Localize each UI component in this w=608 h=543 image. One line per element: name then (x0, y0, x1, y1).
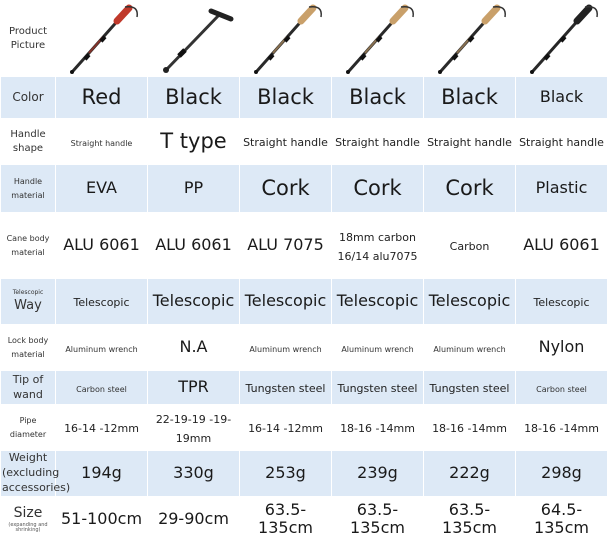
handle-shape-value: Straight handle (70, 139, 133, 149)
handle-shape-cell-2 (148, 119, 240, 165)
handle-shape-value: Straight handle (243, 136, 328, 150)
color-label-text: Color (12, 90, 44, 105)
lock-material-value: N.A (179, 337, 208, 357)
way-label-main: Way (14, 297, 42, 313)
lock-material-value: Aluminum wrench (433, 345, 506, 355)
color-cell-1 (56, 77, 148, 119)
handle-material-cell-6 (516, 165, 608, 213)
weight-cell-5 (424, 451, 516, 497)
body-material-value: ALU 7075 (247, 235, 324, 255)
handle-material-cell-5 (424, 165, 516, 213)
size-row (1, 496, 608, 542)
lock-material-value: Aluminum wrench (341, 345, 414, 355)
t-handle-cane-image (151, 3, 237, 75)
diameter-row (1, 405, 608, 451)
way-value: Telescopic (336, 291, 419, 311)
color-cell-2 (148, 77, 240, 119)
color-value: Black (441, 85, 498, 110)
color-value: Black (349, 85, 406, 110)
plastic-handle-pole-image (519, 3, 605, 75)
red-trekking-pole-image (59, 3, 145, 75)
weight-cell-4 (332, 451, 424, 497)
body-material-cell-5 (424, 213, 516, 279)
tip-cell-3 (240, 371, 332, 405)
color-cell-6 (516, 77, 608, 119)
size-value: 63.5-135cm (442, 499, 497, 538)
handle-material-value: PP (183, 178, 204, 198)
weight-value: 253g (265, 463, 306, 483)
tip-value: Tungsten steel (429, 382, 510, 396)
weight-cell-6 (516, 451, 608, 497)
handle-material-value: Cork (445, 176, 494, 201)
diameter-value: 16-14 -12mm (248, 422, 323, 436)
diameter-value: 16-14 -12mm (64, 422, 139, 436)
carbon-pole-image (427, 3, 513, 75)
picture-cell-6 (516, 1, 608, 77)
diameter-value: 18-16 -14mm (524, 422, 599, 436)
diameter-cell-4 (332, 405, 424, 451)
tip-label (1, 371, 56, 405)
size-cell-2 (148, 496, 240, 542)
tip-value: Carbon steel (536, 385, 587, 395)
body-material-cell-3 (240, 213, 332, 279)
handle-shape-cell-5 (424, 119, 516, 165)
color-value: Black (257, 85, 314, 110)
handle-material-value: Plastic (535, 178, 588, 198)
handle-material-cell-4 (332, 165, 424, 213)
size-label-main: Size (13, 505, 43, 522)
color-value: Black (165, 85, 222, 110)
tip-cell-6 (516, 371, 608, 405)
way-value: Telescopic (533, 296, 590, 310)
color-value: Black (539, 87, 584, 107)
size-cell-4 (332, 496, 424, 542)
diameter-cell-1 (56, 405, 148, 451)
picture-label (1, 1, 56, 77)
lock-material-cell-6 (516, 325, 608, 371)
weight-value: 330g (173, 463, 214, 483)
lock-material-cell-5 (424, 325, 516, 371)
way-label (1, 279, 56, 325)
diameter-value: 18-16 -14mm (340, 422, 415, 436)
handle-shape-cell-6 (516, 119, 608, 165)
handle-shape-cell-3 (240, 119, 332, 165)
tip-cell-4 (332, 371, 424, 405)
handle-shape-label (1, 119, 56, 165)
diameter-cell-2 (148, 405, 240, 451)
tip-value: Tungsten steel (245, 382, 326, 396)
tip-label-text: Tip of wand (12, 372, 44, 401)
body-material-value: Carbon (449, 240, 490, 254)
body-material-value: ALU 6061 (523, 235, 600, 255)
handle-material-value: EVA (86, 178, 117, 198)
lock-material-cell-2 (148, 325, 240, 371)
lock-material-label-text: Lock body material (7, 336, 49, 359)
lock-material-value: Aluminum wrench (65, 345, 138, 355)
tip-value: Carbon steel (76, 385, 127, 395)
handle-shape-label-text: Handle shape (10, 129, 46, 154)
size-value: 64.5-135cm (534, 499, 589, 538)
color-label (1, 77, 56, 119)
tip-value: TPR (178, 377, 209, 397)
color-cell-4 (332, 77, 424, 119)
handle-material-row (1, 165, 608, 213)
handle-material-cell-1 (56, 165, 148, 213)
picture-cell-1 (56, 1, 148, 77)
body-material-cell-4 (332, 213, 424, 279)
way-cell-4 (332, 279, 424, 325)
way-value: Telescopic (244, 291, 327, 311)
handle-shape-value: T type (160, 129, 227, 154)
way-value: Telescopic (73, 296, 130, 310)
weight-value: 298g (541, 463, 582, 483)
body-material-label-text: Cane body material (6, 234, 50, 257)
handle-material-label (1, 165, 56, 213)
body-material-value: ALU 6061 (155, 235, 232, 255)
handle-material-cell-2 (148, 165, 240, 213)
picture-label-text: Product Picture (9, 26, 47, 51)
color-cell-5 (424, 77, 516, 119)
weight-value: 239g (357, 463, 398, 483)
tip-cell-5 (424, 371, 516, 405)
lock-material-cell-3 (240, 325, 332, 371)
way-cell-6 (516, 279, 608, 325)
weight-label-text: Weight (excluding accessories) (2, 451, 71, 494)
size-cell-5 (424, 496, 516, 542)
handle-shape-value: Straight handle (335, 136, 420, 150)
size-value: 63.5-135cm (258, 499, 313, 538)
lock-material-value: Aluminum wrench (249, 345, 322, 355)
body-material-row (1, 213, 608, 279)
lock-material-cell-4 (332, 325, 424, 371)
size-cell-6 (516, 496, 608, 542)
color-cell-3 (240, 77, 332, 119)
way-cell-2 (148, 279, 240, 325)
size-cell-3 (240, 496, 332, 542)
color-row (1, 77, 608, 119)
way-cell-5 (424, 279, 516, 325)
picture-cell-4 (332, 1, 424, 77)
weight-cell-2 (148, 451, 240, 497)
lock-material-cell-1 (56, 325, 148, 371)
picture-row (1, 1, 608, 77)
handle-material-value: Cork (353, 176, 402, 201)
body-material-label (1, 213, 56, 279)
handle-material-label-text: Handle material (11, 177, 45, 200)
size-value: 63.5-135cm (350, 499, 405, 538)
size-value: 51-100cm (60, 508, 143, 528)
diameter-cell-5 (424, 405, 516, 451)
lock-material-value: Nylon (538, 337, 585, 357)
handle-material-cell-3 (240, 165, 332, 213)
lock-material-label (1, 325, 56, 371)
size-label-sub: (expanding and shrinking) (8, 521, 48, 534)
handle-shape-cell-1 (56, 119, 148, 165)
size-label (1, 496, 56, 542)
diameter-value: 18-16 -14mm (432, 422, 507, 436)
diameter-value: 22-19-19 -19-19mm (155, 413, 232, 445)
color-value: Red (81, 85, 122, 110)
diameter-cell-3 (240, 405, 332, 451)
way-cell-1 (56, 279, 148, 325)
tip-value: Tungsten steel (337, 382, 418, 396)
handle-shape-row (1, 119, 608, 165)
size-value: 29-90cm (158, 508, 229, 528)
lock-material-row (1, 325, 608, 371)
body-material-cell-2 (148, 213, 240, 279)
diameter-label (1, 405, 56, 451)
handle-shape-value: Straight handle (427, 136, 512, 150)
tip-row (1, 371, 608, 405)
way-cell-3 (240, 279, 332, 325)
size-cell-1 (56, 496, 148, 542)
handle-material-value: Cork (261, 176, 310, 201)
weight-cell-3 (240, 451, 332, 497)
carbon-cork-pole-image (335, 3, 421, 75)
body-material-cell-1 (56, 213, 148, 279)
picture-cell-3 (240, 1, 332, 77)
diameter-label-text: Pipe diameter (9, 416, 47, 439)
body-material-value: 18mm carbon 16/14 alu7075 (337, 231, 418, 263)
picture-cell-5 (424, 1, 516, 77)
weight-row (1, 451, 608, 497)
way-row (1, 279, 608, 325)
weight-label (1, 451, 71, 497)
weight-value: 194g (81, 463, 122, 483)
weight-value: 222g (449, 463, 490, 483)
body-material-value: ALU 6061 (63, 235, 140, 255)
picture-cell-2 (148, 1, 240, 77)
way-label-small: Telescopic (12, 288, 44, 296)
handle-shape-value: Straight handle (519, 136, 604, 150)
tip-cell-1 (56, 371, 148, 405)
way-value: Telescopic (428, 291, 511, 311)
tip-cell-2 (148, 371, 240, 405)
cork-pole-image (243, 3, 329, 75)
way-value: Telescopic (152, 291, 235, 311)
diameter-cell-6 (516, 405, 608, 451)
handle-shape-cell-4 (332, 119, 424, 165)
body-material-cell-6 (516, 213, 608, 279)
